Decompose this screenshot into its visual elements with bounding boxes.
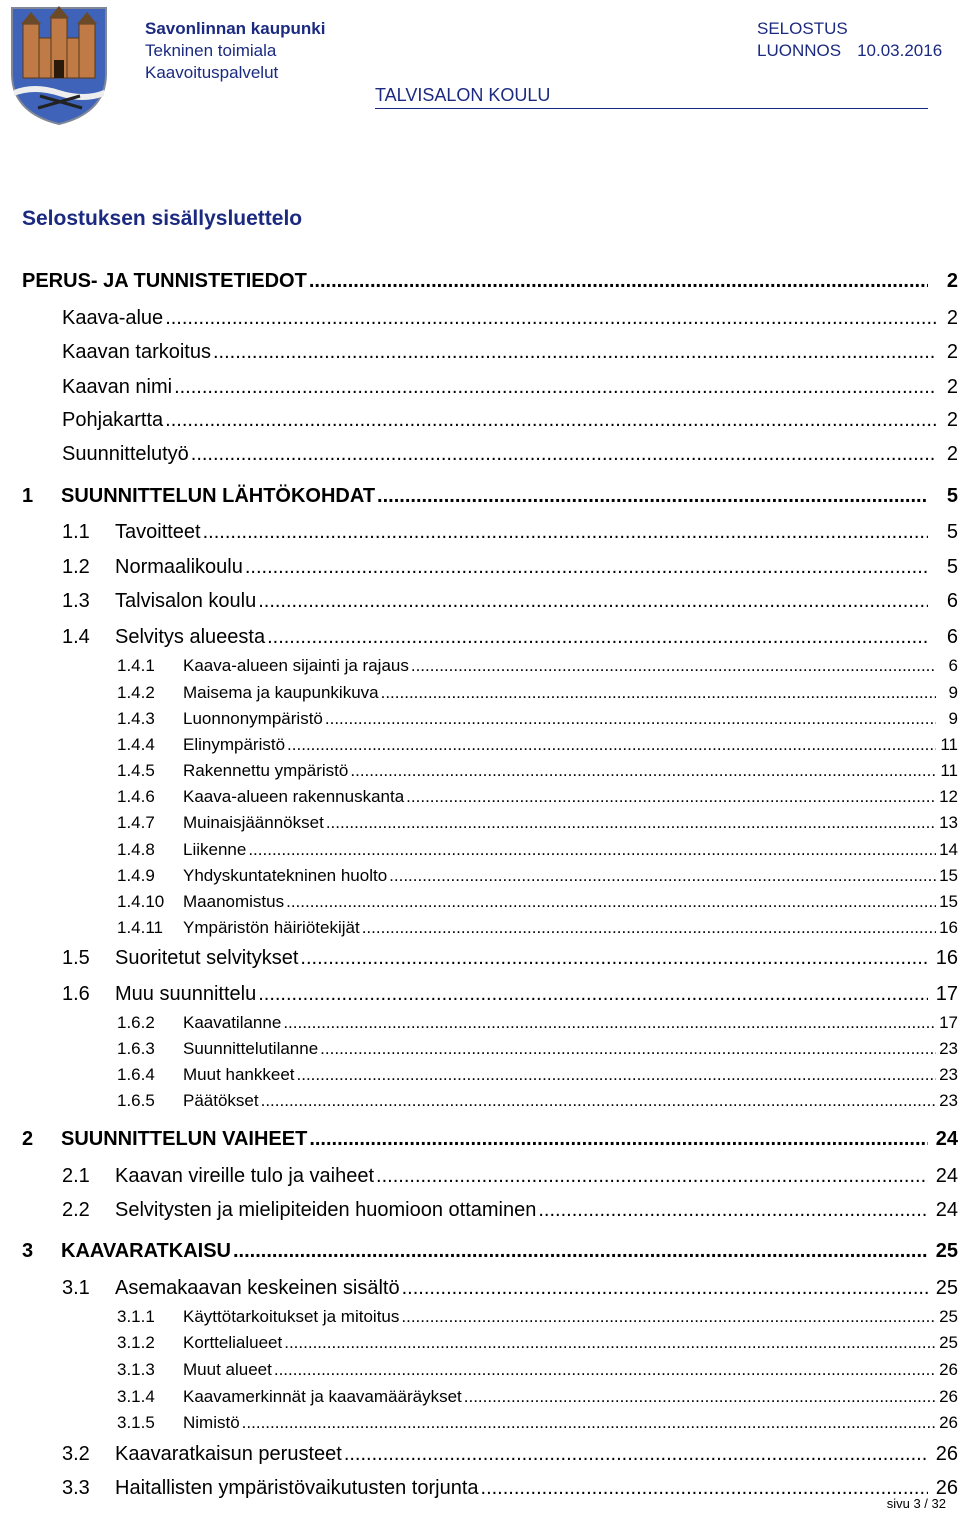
toc-entry-label: Talvisalon koulu — [115, 590, 257, 612]
toc-dot-leader — [213, 341, 936, 364]
toc-entry-label: Kaavan nimi — [62, 376, 173, 398]
toc-entry-label: Selvitysten ja mielipiteiden huomioon ottaminen — [115, 1199, 537, 1221]
toc-entry[interactable] — [117, 683, 958, 703]
toc-entry-label: Kaava-alue — [62, 307, 164, 329]
toc-entry[interactable] — [117, 1039, 958, 1059]
toc-entry-label: Haitallisten ympäristövaikutusten torjunta — [115, 1477, 479, 1499]
toc-entry-page: 15 — [939, 892, 958, 911]
toc-entry-label: PERUS- JA TUNNISTETIEDOT — [22, 270, 307, 292]
toc-dot-leader — [377, 485, 928, 508]
toc-entry-page: 24 — [935, 1165, 958, 1187]
toc-dot-leader — [284, 1333, 936, 1353]
toc-entry-page: 25 — [939, 1307, 958, 1326]
toc-entry-page: 25 — [935, 1277, 958, 1299]
toc-entry-label: Pohjakartta — [62, 409, 164, 431]
toc-entry[interactable] — [62, 443, 958, 466]
toc-entry-page: 5 — [946, 556, 958, 578]
toc-entry[interactable] — [62, 341, 958, 364]
toc-entry-page: 17 — [939, 1013, 958, 1032]
toc-entry-label: Muu suunnittelu — [115, 983, 257, 1005]
toc-entry[interactable] — [62, 947, 958, 970]
toc-entry-page: 13 — [939, 813, 958, 832]
toc-entry-number: 1.4.3 — [117, 709, 155, 728]
toc-entry-number: 1.6 — [62, 983, 90, 1005]
toc-entry-number: 1.6.5 — [117, 1091, 155, 1110]
toc-dot-leader — [297, 1065, 936, 1085]
toc-dot-leader — [242, 1413, 936, 1433]
toc-entry-number: 1.4.5 — [117, 761, 155, 780]
toc-entry-number: 3.1.1 — [117, 1307, 155, 1326]
toc-dot-leader — [464, 1387, 936, 1407]
toc-entry-page: 24 — [935, 1128, 958, 1150]
toc-entry[interactable] — [22, 1128, 958, 1151]
toc-entry-number: 3.1.2 — [117, 1333, 155, 1352]
toc-entry-number: 3 — [22, 1240, 34, 1262]
toc-entry-label: Kaavan tarkoitus — [62, 341, 211, 363]
toc-entry-page: 11 — [940, 761, 958, 780]
toc-entry[interactable] — [62, 307, 958, 330]
toc-entry-number: 1.4.6 — [117, 787, 155, 806]
toc-dot-leader — [287, 735, 936, 755]
toc-dot-leader — [406, 787, 936, 807]
toc-entry-page: 6 — [946, 626, 958, 648]
toc-dot-leader — [325, 709, 936, 729]
toc-entry-label: Kaavaratkaisun perusteet — [115, 1443, 342, 1465]
toc-entry-number: 1.5 — [62, 947, 90, 969]
toc-entry-label: Normaalikoulu — [115, 556, 243, 578]
toc-entry[interactable] — [117, 840, 958, 860]
toc-dot-leader — [261, 1091, 936, 1111]
toc-entry-label: Selvitys alueesta — [115, 626, 266, 648]
toc-entry[interactable] — [117, 735, 958, 755]
toc-entry-page: 6 — [948, 656, 958, 675]
toc-dot-leader — [309, 270, 928, 293]
toc-entry-page: 26 — [939, 1413, 958, 1432]
toc-entry-number: 1.4.1 — [117, 656, 155, 675]
toc-dot-leader — [326, 813, 936, 833]
department-name: Tekninen toimiala — [145, 41, 277, 60]
toc-entry-page: 26 — [935, 1443, 958, 1465]
toc-entry-page: 16 — [939, 918, 958, 937]
document-date: 10.03.2016 — [857, 41, 943, 60]
toc-entry-label: Korttelialueet — [183, 1333, 283, 1352]
toc-dot-leader — [203, 521, 928, 544]
toc-entry-label: Suunnittelutilanne — [183, 1039, 319, 1058]
toc-entry-number: 1.1 — [62, 521, 90, 543]
page-number: sivu 3 / 32 — [886, 1496, 946, 1511]
toc-entry-number: 1.6.2 — [117, 1013, 155, 1032]
toc-entry-page: 23 — [939, 1065, 958, 1084]
toc-entry-page: 26 — [939, 1360, 958, 1379]
header-organization-block — [145, 18, 325, 84]
toc-entry-number: 1.4.4 — [117, 735, 155, 754]
toc-entry[interactable] — [62, 556, 958, 579]
toc-entry-label: Yhdyskuntatekninen huolto — [183, 866, 388, 885]
toc-entry-page: 6 — [946, 590, 958, 612]
toc-entry-label: Asemakaavan keskeinen sisältö — [115, 1277, 400, 1299]
toc-entry-page: 2 — [946, 409, 958, 431]
toc-entry[interactable] — [117, 813, 958, 833]
toc-entry[interactable] — [62, 376, 958, 399]
toc-entry[interactable] — [22, 1240, 958, 1263]
toc-entry-label: Kaavatilanne — [183, 1013, 282, 1032]
toc-entry[interactable] — [117, 866, 958, 886]
toc-entry[interactable] — [62, 521, 958, 544]
document-type: SELOSTUS — [757, 19, 848, 38]
toc-dot-leader — [245, 556, 928, 579]
toc-entry-label: Kaava-alueen sijainti ja rajaus — [183, 656, 409, 675]
toc-entry-page: 23 — [939, 1091, 958, 1110]
toc-entry[interactable] — [62, 1199, 958, 1222]
toc-entry[interactable] — [117, 656, 958, 676]
toc-entry[interactable] — [117, 892, 958, 912]
toc-entry[interactable] — [62, 590, 958, 613]
toc-entry[interactable] — [117, 1091, 958, 1111]
toc-entry-page: 23 — [939, 1039, 958, 1058]
toc-entry-page: 16 — [935, 947, 958, 969]
document-status: LUONNOS — [757, 41, 842, 60]
toc-entry-page: 9 — [948, 683, 958, 702]
toc-entry[interactable] — [117, 1333, 958, 1353]
toc-entry[interactable] — [117, 1387, 958, 1407]
toc-entry-number: 1.4.2 — [117, 683, 155, 702]
toc-dot-leader — [401, 1307, 936, 1327]
toc-entry-label: Elinympäristö — [183, 735, 286, 754]
toc-entry-number: 1.4.9 — [117, 866, 155, 885]
toc-entry[interactable] — [117, 1360, 958, 1380]
header-document-block — [757, 18, 942, 62]
toc-entry-label: Liikenne — [183, 840, 247, 859]
toc-entry-number: 1.2 — [62, 556, 90, 578]
toc-entry-label: Kaavamerkinnät ja kaavamääräykset — [183, 1387, 462, 1406]
toc-entry-number: 1.6.3 — [117, 1039, 155, 1058]
toc-entry[interactable] — [62, 1443, 958, 1466]
page-header — [0, 0, 960, 130]
project-name: TALVISALON KOULU — [375, 85, 551, 105]
toc-entry[interactable] — [117, 1065, 958, 1085]
toc-dot-leader — [344, 1443, 928, 1466]
toc-entry[interactable] — [62, 1165, 958, 1188]
toc-entry-label: Muut hankkeet — [183, 1065, 295, 1084]
toc-entry-number: 2.1 — [62, 1165, 90, 1187]
toc-entry-number: 1.6.4 — [117, 1065, 155, 1084]
toc-entry-label: Nimistö — [183, 1413, 240, 1432]
toc-entry-page: 2 — [946, 376, 958, 398]
toc-entry-number: 1.4.10 — [117, 892, 165, 911]
organization-name: Savonlinnan kaupunki — [145, 19, 326, 38]
toc-entry-label: SUUNNITTELUN LÄHTÖKOHDAT — [61, 485, 376, 507]
toc-entry-page: 26 — [939, 1387, 958, 1406]
toc-entry-label: KAAVARATKAISU — [61, 1240, 231, 1262]
toc-entry-number: 1.4.11 — [117, 918, 164, 937]
toc-dot-leader — [286, 892, 936, 912]
toc-entry-number: 3.1.4 — [117, 1387, 155, 1406]
toc-entry-page: 24 — [935, 1199, 958, 1221]
toc-entry-label: SUUNNITTELUN VAIHEET — [61, 1128, 308, 1150]
toc-entry[interactable] — [117, 709, 958, 729]
toc-entry[interactable] — [62, 409, 958, 432]
toc-dot-leader — [165, 307, 936, 330]
toc-dot-leader — [481, 1477, 928, 1500]
toc-entry-page: 15 — [939, 866, 958, 885]
toc-dot-leader — [248, 840, 936, 860]
toc-dot-leader — [174, 376, 936, 399]
toc-dot-leader — [233, 1240, 928, 1263]
toc-entry-label: Käyttötarkoitukset ja mitoitus — [183, 1307, 400, 1326]
toc-title: Selostuksen sisällysluettelo — [22, 207, 303, 230]
unit-name: Kaavoituspalvelut — [145, 63, 279, 82]
document-status-line — [757, 40, 942, 62]
toc-entry-number: 3.2 — [62, 1443, 90, 1465]
toc-dot-leader — [165, 409, 936, 432]
toc-entry-page: 9 — [948, 709, 958, 728]
toc-entry[interactable] — [117, 787, 958, 807]
toc-entry[interactable] — [62, 1277, 958, 1300]
toc-entry-number: 2.2 — [62, 1199, 90, 1221]
toc-entry-number: 1 — [22, 485, 34, 507]
toc-entry-label: Suoritetut selvitykset — [115, 947, 299, 969]
toc-dot-leader — [389, 866, 936, 886]
toc-entry[interactable] — [117, 918, 958, 938]
toc-dot-leader — [309, 1128, 928, 1151]
toc-entry[interactable] — [117, 761, 958, 781]
toc-entry-page: 2 — [946, 341, 958, 363]
toc-dot-leader — [538, 1199, 928, 1222]
toc-dot-leader — [402, 1277, 928, 1300]
toc-dot-leader — [258, 590, 928, 613]
toc-dot-leader — [274, 1360, 936, 1380]
toc-entry[interactable] — [117, 1307, 958, 1327]
toc-entry-label: Muinaisjäännökset — [183, 813, 324, 832]
toc-entry[interactable] — [22, 485, 958, 508]
toc-entry[interactable] — [62, 983, 958, 1006]
toc-entry-number: 3.3 — [62, 1477, 90, 1499]
toc-entry-label: Maisema ja kaupunkikuva — [183, 683, 379, 702]
toc-entry-number: 1.4 — [62, 626, 90, 648]
toc-dot-leader — [283, 1013, 936, 1033]
toc-entry-page: 26 — [935, 1477, 958, 1499]
toc-entry-page: 25 — [935, 1240, 958, 1262]
toc-entry[interactable] — [117, 1013, 958, 1033]
toc-dot-leader — [411, 656, 936, 676]
toc-dot-leader — [300, 947, 928, 970]
toc-dot-leader — [258, 983, 928, 1006]
toc-entry-page: 25 — [939, 1333, 958, 1352]
toc-dot-leader — [191, 443, 936, 466]
toc-dot-leader — [320, 1039, 936, 1059]
toc-entry-label: Maanomistus — [183, 892, 285, 911]
toc-entry-page: 5 — [946, 485, 958, 507]
toc-dot-leader — [376, 1165, 928, 1188]
toc-entry-page: 2 — [946, 307, 958, 329]
toc-entry-number: 3.1.5 — [117, 1413, 155, 1432]
coat-of-arms-icon — [4, 4, 114, 126]
toc-entry-page: 11 — [940, 735, 958, 754]
toc-entry[interactable] — [62, 626, 958, 649]
toc-entry-label: Muut alueet — [183, 1360, 272, 1379]
toc-entry-page: 12 — [939, 787, 958, 806]
toc-entry-label: Rakennettu ympäristö — [183, 761, 349, 780]
toc-entry-label: Tavoitteet — [115, 521, 201, 543]
toc-dot-leader — [267, 626, 928, 649]
toc-entry-label: Ympäristön häiriötekijät — [183, 918, 360, 937]
toc-entry[interactable] — [22, 270, 958, 293]
toc-entry-number: 3.1.3 — [117, 1360, 155, 1379]
toc-entry-page: 5 — [946, 521, 958, 543]
toc-entry-number: 1.4.8 — [117, 840, 155, 859]
toc-entry-label: Luonnonympäristö — [183, 709, 323, 728]
toc-entry-page: 2 — [946, 443, 958, 465]
toc-entry-label: Suunnittelutyö — [62, 443, 189, 465]
toc-dot-leader — [381, 683, 936, 703]
toc-entry-label: Kaava-alueen rakennuskanta — [183, 787, 405, 806]
toc-entry-page: 2 — [946, 270, 958, 292]
toc-entry-page: 17 — [935, 983, 958, 1005]
toc-entry-number: 3.1 — [62, 1277, 90, 1299]
toc-entry-number: 2 — [22, 1128, 34, 1150]
toc-entry-page: 14 — [939, 840, 958, 859]
toc-entry[interactable] — [62, 1477, 958, 1500]
toc-entry[interactable] — [117, 1413, 958, 1433]
toc-entry-label: Päätökset — [183, 1091, 259, 1110]
toc-entry-number: 1.3 — [62, 590, 90, 612]
toc-dot-leader — [350, 761, 936, 781]
toc-entry-number: 1.4.7 — [117, 813, 155, 832]
toc-dot-leader — [362, 918, 936, 938]
header-divider — [375, 108, 928, 109]
toc-entry-label: Kaavan vireille tulo ja vaiheet — [115, 1165, 375, 1187]
